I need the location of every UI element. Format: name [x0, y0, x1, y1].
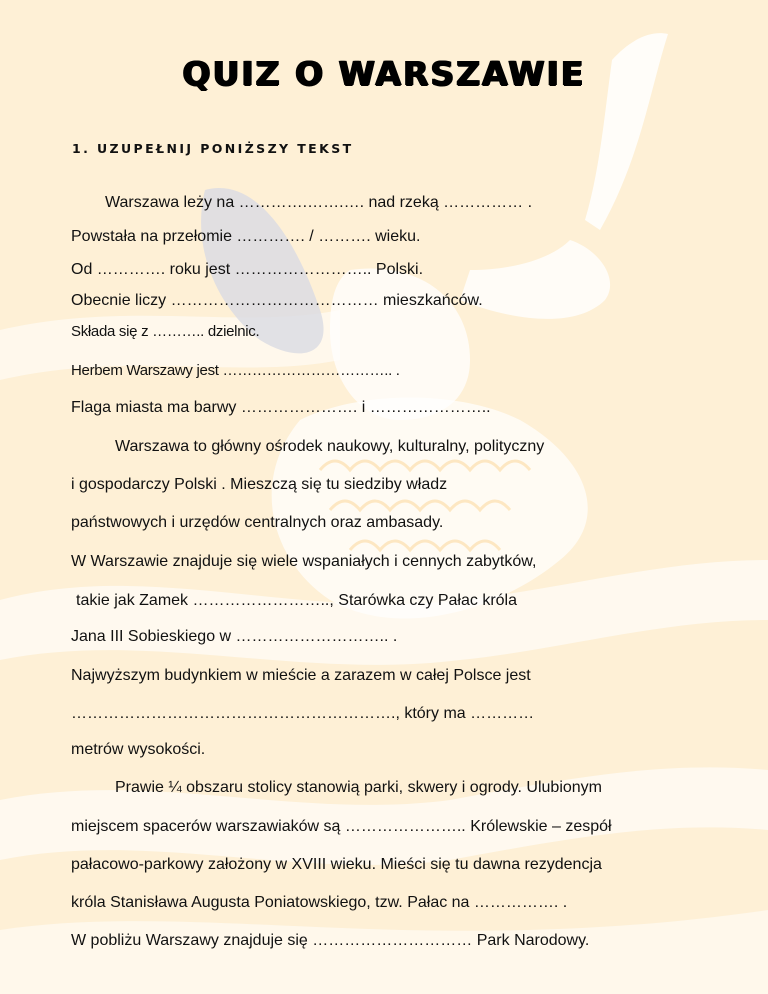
text-line: państwowych i urzędów centralnych oraz ambasady.: [71, 514, 444, 531]
text-line: Obecnie liczy ………………………………… mieszkańców.: [71, 292, 483, 309]
text-line: króla Stanisława Augusta Poniatowskiego, tzw. Pałac na ……………. .: [71, 894, 568, 911]
text-line: Warszawa leży na ………….…….…. nad rzeką …………… .: [105, 194, 533, 211]
text-line: Jana III Sobieskiego w ……………………….. .: [71, 628, 398, 645]
text-line: Najwyższym budynkiem w mieście a zarazem w całej Polsce jest: [71, 667, 531, 684]
text-line: miejscem spacerów warszawiaków są ………………….. Królewskie – zespół: [71, 818, 612, 835]
text-line: Prawie ¼ obszaru stolicy stanowią parki, skwery i ogrody. Ulubionym: [115, 779, 603, 796]
text-line: Warszawa to główny ośrodek naukowy, kulturalny, polityczny: [115, 438, 545, 455]
text-line: pałacowo-parkowy założony w XVIII wieku. Mieści się tu dawna rezydencja: [71, 856, 602, 873]
text-line: metrów wysokości.: [71, 741, 206, 758]
page-title: QUIZ O WARSZAWIE: [182, 54, 586, 93]
text-line: Herbem Warszawy jest …………………………….. .: [71, 362, 400, 379]
text-line: i gospodarczy Polski . Mieszczą się tu siedziby władz: [71, 476, 448, 493]
text-line: ……………………………………………………., który ma …………: [71, 705, 535, 722]
text-line: W Warszawie znajduje się wiele wspaniałych i cennych zabytków,: [71, 553, 537, 570]
text-line: Od …………. roku jest …………………….. Polski.: [71, 261, 424, 278]
text-line: W pobliżu Warszawy znajduje się ………………………… Park Narodowy.: [71, 932, 590, 949]
text-line: takie jak Zamek …………………….., Starówka czy Pałac króla: [76, 592, 517, 609]
text-line: Powstała na przełomie …………. / ………. wieku.: [71, 228, 421, 245]
text-line: Składa się z ……….. dzielnic.: [71, 323, 260, 340]
section-heading: 1. UZUPEŁNIJ PONIŻSZY TEKST: [72, 141, 354, 156]
text-line: Flaga miasta ma barwy …………………. i …………………..: [71, 399, 491, 416]
